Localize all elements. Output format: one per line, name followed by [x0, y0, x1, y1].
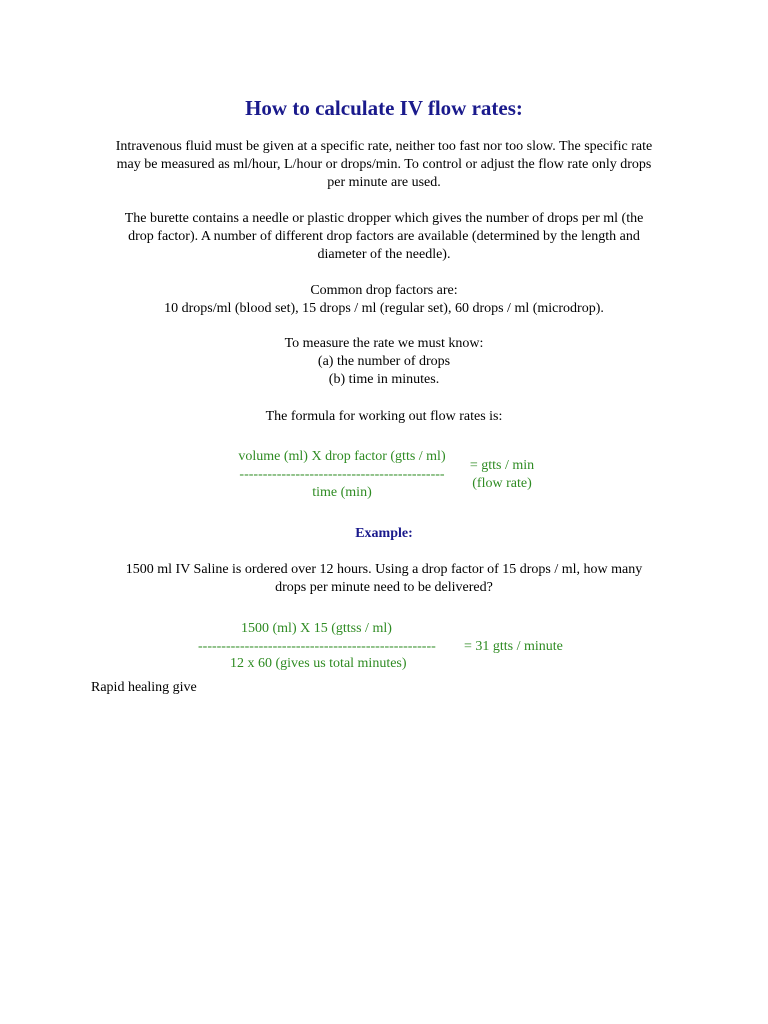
burette-paragraph [84, 210, 684, 264]
footer-text: Rapid healing give [91, 680, 197, 695]
example-result: = 31 gtts / minute [464, 639, 563, 654]
intro-line: may be measured as ml/hour, L/hour or drops/min. To control or adjust the flow rate only drops [116, 157, 652, 172]
example-denominator: 12 x 60 (gives us total minutes) [230, 656, 407, 671]
measure-heading: To measure the rate we must know: [284, 336, 484, 351]
drop-factors-paragraph [84, 282, 684, 318]
page-title: How to calculate IV flow rates: [245, 96, 523, 120]
intro-line: Intravenous fluid must be given at a specific rate, neither too fast nor too slow. The specific rate [115, 139, 653, 154]
formula-intro: The formula for working out flow rates is: [265, 409, 503, 424]
burette-line: The burette contains a needle or plastic dropper which gives the number of drops per ml (the [124, 211, 644, 226]
formula-numerator: volume (ml) X drop factor (gtts / ml) [238, 449, 446, 464]
example-paragraph [84, 561, 684, 597]
example-line: 1500 ml IV Saline is ordered over 12 hours. Using a drop factor of 15 drops / ml, how many [125, 562, 643, 577]
drop-factors-heading: Common drop factors are: [310, 283, 458, 298]
intro-line: per minute are used. [327, 175, 441, 190]
measure-item-b: (b) time in minutes. [328, 372, 440, 387]
formula-denominator: time (min) [312, 485, 372, 500]
measure-paragraph [84, 335, 684, 389]
example-line: drops per minute need to be delivered? [275, 580, 493, 595]
measure-item-a: (a) the number of drops [317, 354, 451, 369]
formula-result: = gtts / min [469, 458, 535, 473]
drop-factors-list: 10 drops/ml (blood set), 15 drops / ml (regular set), 60 drops / ml (microdrop). [164, 301, 604, 316]
example-divider: --------------------------------------------------- [198, 639, 436, 654]
intro-paragraph [84, 138, 684, 192]
formula-divider: -------------------------------------------- [239, 467, 445, 482]
burette-line: diameter of the needle). [317, 247, 451, 262]
formula-result-label: (flow rate) [472, 476, 532, 491]
example-numerator: 1500 (ml) X 15 (gttss / ml) [241, 621, 392, 636]
burette-line: drop factor). A number of different drop factors are available (determined by the length and [128, 229, 640, 244]
example-heading: Example: [355, 526, 413, 541]
